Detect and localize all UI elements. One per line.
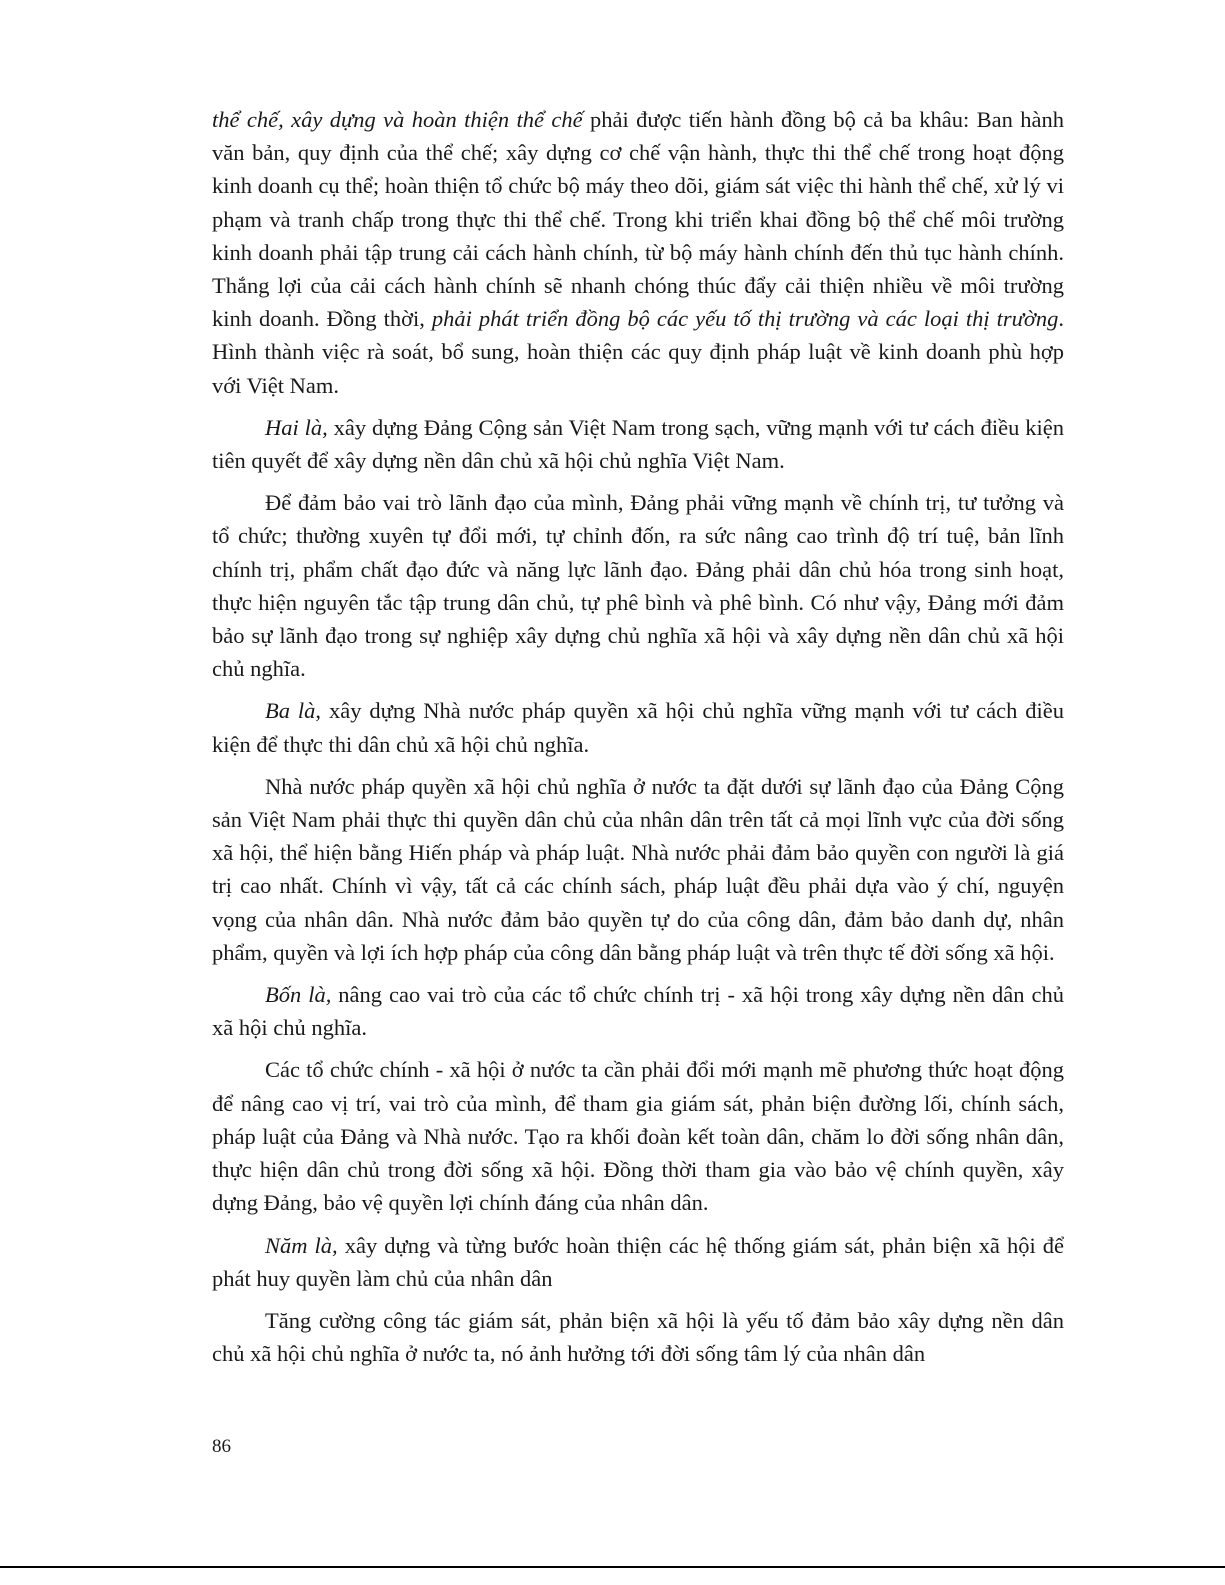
text-run: , xây dựng Nhà nước pháp quyền xã hội chủ nghĩa vững mạnh với tư cách điều kiện để thực thi dân chủ xã hội chủ nghĩa. xyxy=(212,698,1064,757)
text-run: phải được tiến hành đồng bộ cả ba khâu: Ban hành văn bản, quy định của thể chế; xây dựng cơ chế vận hành, thực thi thể chế trong hoạt động kinh doanh cụ thể; hoàn thiện tổ chức bộ máy theo dõi, giám sát việc thi hành thể chế, xử lý vi phạm và tranh chấp trong thực thi thể chế. Trong khi triển khai đồng bộ thể chế môi trường kinh doanh phải tập trung cải cách hành chính, từ bộ máy hành chính đến thủ tục hành chính. Thắng lợi của cải cách hành chính sẽ nhanh chóng thúc đẩy cải thiện nhiều về môi trường kinh doanh. Đồng thời, xyxy=(212,107,1064,332)
paragraph-2 xyxy=(212,411,1064,477)
page-bottom-rule xyxy=(0,1566,1225,1568)
text-run: . Hình thành việc rà soát, bổ sung, hoàn thiện các quy định pháp luật về kinh doanh phù hợp với Việt Nam. xyxy=(212,306,1064,398)
item-marker-hai-la: Hai là, xyxy=(265,414,328,440)
italic-phrase: phải phát triển đồng bộ các yếu tố thị trường và các loại thị trường xyxy=(431,306,1059,332)
text-run: Nhà nước pháp quyền xã hội chủ nghĩa ở nước ta đặt dưới sự lãnh đạo của Đảng Cộng sản Việt Nam phải thực thi quyền dân chủ của nhân dân trên tất cả mọi lĩnh vực của đời sống xã hội, thể hiện bằng Hiến pháp và pháp luật. Nhà nước phải đảm bảo quyền con người là giá trị cao nhất. Chính vì vậy, tất cả các chính sách, pháp luật đều phải dựa vào ý chí, nguyện vọng của nhân dân. Nhà nước đảm bảo quyền tự do của công dân, đảm bảo danh dự, nhân phẩm, quyền và lợi ích hợp pháp của công dân bằng pháp luật và trên thực tế đời sống xã hội. xyxy=(212,773,1064,965)
text-run: Các tổ chức chính - xã hội ở nước ta cần phải đổi mới mạnh mẽ phương thức hoạt động để nâng cao vị trí, vai trò của mình, để tham gia giám sát, phản biện đường lối, chính sách, pháp luật của Đảng và Nhà nước. Tạo ra khối đoàn kết toàn dân, chăm lo đời sống nhân dân, thực hiện dân chủ trong đời sống xã hội. Đồng thời tham gia vào bảo vệ chính quyền, xây dựng Đảng, bảo vệ quyền lợi chính đáng của nhân dân. xyxy=(212,1057,1064,1216)
page-body xyxy=(212,103,1064,1379)
text-run: nâng cao vai trò của các tổ chức chính trị - xã hội trong xây dựng nền dân chủ xã hội chủ nghĩa. xyxy=(212,982,1064,1041)
paragraph-3 xyxy=(212,486,1064,685)
paragraph-4 xyxy=(212,694,1064,760)
paragraph-5 xyxy=(212,770,1064,969)
page-number: 86 xyxy=(212,1436,231,1457)
paragraph-6 xyxy=(212,978,1064,1044)
item-marker-nam-la: Năm là, xyxy=(265,1232,338,1258)
text-run: xây dựng và từng bước hoàn thiện các hệ thống giám sát, phản biện xã hội để phát huy quyền làm chủ của nhân dân xyxy=(212,1232,1064,1291)
paragraph-9 xyxy=(212,1304,1064,1370)
paragraph-8 xyxy=(212,1229,1064,1295)
item-marker-ba-la: Ba là xyxy=(265,698,316,724)
text-run: Để đảm bảo vai trò lãnh đạo của mình, Đảng phải vững mạnh về chính trị, tư tưởng và tổ chức; thường xuyên tự đổi mới, tự chỉnh đốn, ra sức nâng cao trình độ trí tuệ, bản lĩnh chính trị, phẩm chất đạo đức và năng lực lãnh đạo. Đảng phải dân chủ hóa trong sinh hoạt, thực hiện nguyên tắc tập trung dân chủ, tự phê bình và phê bình. Có như vậy, Đảng mới đảm bảo sự lãnh đạo trong sự nghiệp xây dựng chủ nghĩa xã hội và xây dựng nền dân chủ xã hội chủ nghĩa. xyxy=(212,490,1064,682)
italic-phrase: thể chế, xây dựng và hoàn thiện thể chế xyxy=(212,107,583,132)
text-run: xây dựng Đảng Cộng sản Việt Nam trong sạch, vững mạnh với tư cách điều kiện tiên quyết để xây dựng nền dân chủ xã hội chủ nghĩa Việt Nam. xyxy=(212,414,1064,474)
paragraph-1 xyxy=(212,103,1064,402)
item-marker-bon-la: Bốn là, xyxy=(265,982,332,1008)
paragraph-7 xyxy=(212,1053,1064,1219)
text-run: Tăng cường công tác giám sát, phản biện xã hội là yếu tố đảm bảo xây dựng nền dân chủ xã hội chủ nghĩa ở nước ta, nó ảnh hưởng tới đời sống tâm lý của nhân dân xyxy=(212,1307,1064,1367)
